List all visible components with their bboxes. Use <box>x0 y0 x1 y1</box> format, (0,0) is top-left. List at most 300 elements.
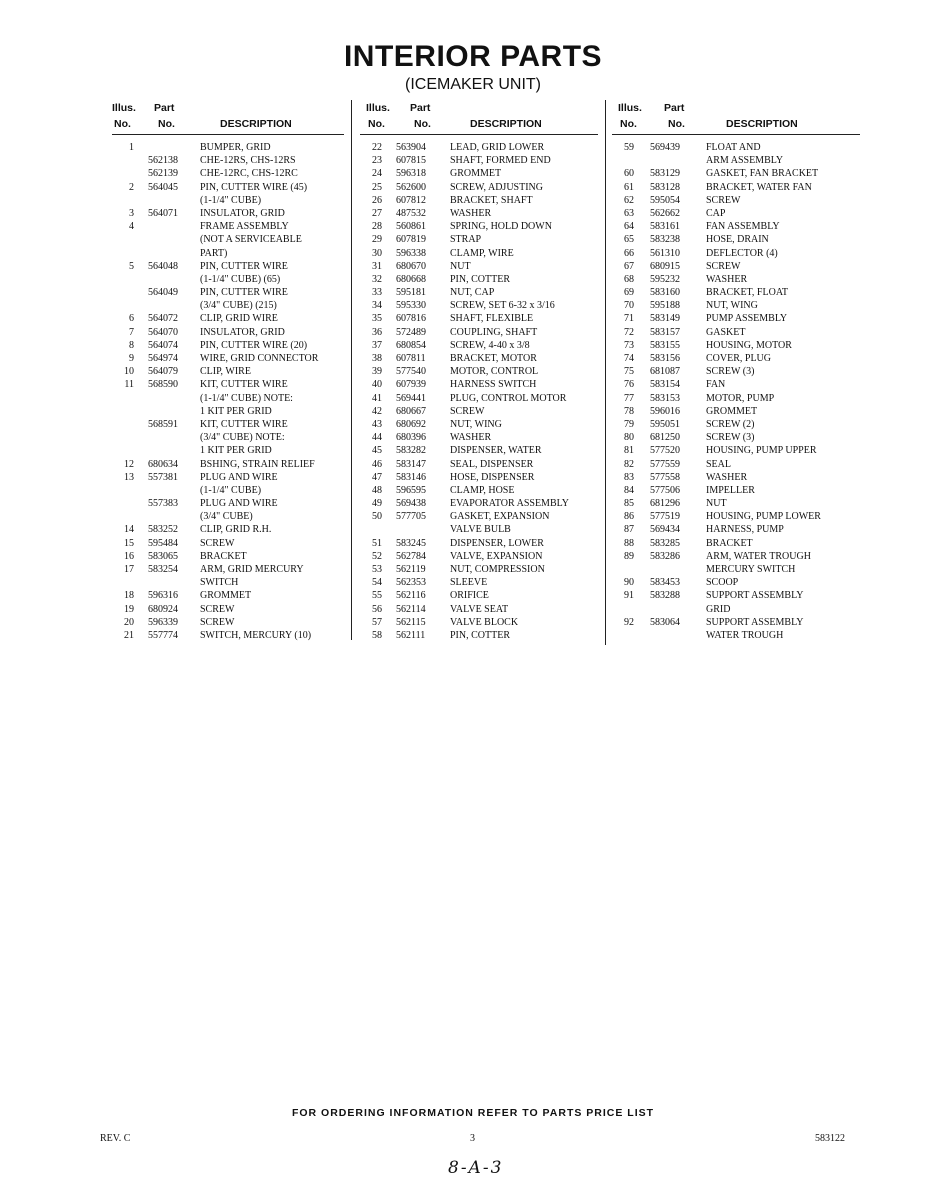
part-number: 596338 <box>396 247 426 259</box>
illus-number: 92 <box>624 616 634 628</box>
illus-number: 1 <box>129 142 134 153</box>
part-number: 562111 <box>396 629 426 641</box>
part-description: GASKET, FAN BRACKET <box>706 168 819 180</box>
illus-number: 9 <box>129 353 134 364</box>
part-number: 583157 <box>650 326 680 338</box>
part-description: ARM, WATER TROUGH <box>706 550 811 562</box>
part-number: 562116 <box>396 590 426 602</box>
illus-number: 76 <box>624 379 634 391</box>
illus-number: 11 <box>124 379 134 391</box>
table-row <box>112 220 344 233</box>
part-description: SCREW <box>200 616 235 628</box>
part-number: 583065 <box>148 550 178 562</box>
table-row <box>612 431 860 444</box>
part-description: STRAP <box>450 234 482 246</box>
part-description: HOSE, DRAIN <box>706 234 769 246</box>
part-number: 564048 <box>148 260 178 272</box>
table-row <box>360 207 598 220</box>
table-row <box>360 497 598 510</box>
illus-header: Illus. <box>366 102 390 114</box>
table-row <box>612 616 860 629</box>
part-description: GROMMET <box>450 168 502 180</box>
part-description: HARNESS SWITCH <box>450 379 537 391</box>
table-row <box>612 418 860 431</box>
illus-number: 48 <box>372 484 382 496</box>
part-number: 607816 <box>396 313 426 325</box>
part-description: CLIP, GRID R.H. <box>200 524 272 536</box>
part-description: PLUG AND WIRE <box>200 498 278 510</box>
part-description: SCOOP <box>706 577 739 589</box>
part-number: 568590 <box>148 379 178 391</box>
table-row <box>612 299 860 312</box>
table-row <box>112 141 344 154</box>
illus-number: 52 <box>372 550 382 562</box>
part-description: SEAL, DISPENSER <box>450 458 534 470</box>
page-subtitle: (ICEMAKER UNIT) <box>405 76 541 93</box>
table-row <box>360 141 598 154</box>
part-header: Part <box>664 102 685 114</box>
part-number: 583154 <box>650 379 680 391</box>
part-description: SHAFT, FORMED END <box>450 155 551 167</box>
part-number: 562119 <box>396 564 426 575</box>
part-description: NUT, COMPRESSION <box>450 564 545 575</box>
part-description: NUT <box>706 498 727 510</box>
table-row <box>112 629 344 642</box>
table-row <box>112 458 344 471</box>
part-number: 583064 <box>650 616 680 628</box>
table-row <box>112 471 344 484</box>
table-row <box>612 537 860 550</box>
table-row <box>612 589 860 602</box>
illus-number: 40 <box>372 379 382 391</box>
illus-number: 53 <box>372 564 382 575</box>
parts-column-2 <box>360 100 598 645</box>
table-row <box>112 312 344 325</box>
part-description: CLAMP, WIRE <box>450 247 514 259</box>
part-description: KIT, CUTTER WIRE <box>200 379 288 391</box>
illus-number: 54 <box>372 577 382 589</box>
part-number: 680668 <box>396 273 426 285</box>
table-row <box>612 167 860 180</box>
part-description: FAN <box>706 379 726 391</box>
illus-number: 64 <box>624 221 634 233</box>
part-description: EVAPORATOR ASSEMBLY <box>450 498 569 510</box>
part-number: 583282 <box>396 445 426 457</box>
page-title: INTERIOR PARTS <box>343 40 603 73</box>
part-number: 583155 <box>650 339 680 351</box>
part-number: 680692 <box>396 418 426 430</box>
table-row <box>360 154 598 167</box>
part-number: 583252 <box>148 524 178 536</box>
part-description: BRACKET <box>200 550 247 562</box>
part-description: WIRE, GRID CONNECTOR <box>200 353 319 364</box>
part-number: 487532 <box>396 207 426 219</box>
table-row <box>612 247 860 260</box>
part-description: SEAL <box>706 458 731 470</box>
part-description: SCREW (2) <box>706 418 755 430</box>
part-description: LEAD, GRID LOWER <box>450 142 545 153</box>
part-description: DEFLECTOR (4) <box>706 247 778 259</box>
illus-number: 72 <box>624 326 634 338</box>
table-row <box>612 154 860 167</box>
table-row <box>112 286 344 299</box>
table-row <box>360 563 598 576</box>
part-number: 595188 <box>650 300 680 312</box>
part-number: 577558 <box>650 471 680 483</box>
illus-number: 38 <box>372 353 382 364</box>
table-row <box>112 616 344 629</box>
illus-number: 83 <box>624 471 634 483</box>
part-number: 557383 <box>148 498 178 510</box>
illus-number: 91 <box>624 590 634 602</box>
part-description: DISPENSER, WATER <box>450 445 542 457</box>
column-header <box>360 100 598 135</box>
part-number: 583161 <box>650 221 680 233</box>
table-row <box>612 405 860 418</box>
illus-number: 55 <box>372 590 382 602</box>
part-number: 583149 <box>650 313 680 325</box>
illus-number: 36 <box>372 326 382 338</box>
part-description: SCREW <box>706 260 741 272</box>
table-row <box>112 299 344 312</box>
table-row <box>612 603 860 616</box>
table-row <box>112 550 344 563</box>
illus-no-header: No. <box>114 118 131 130</box>
part-number: 562662 <box>650 207 680 219</box>
part-description: BRACKET, SHAFT <box>450 194 533 206</box>
table-row <box>612 365 860 378</box>
table-row <box>360 576 598 589</box>
part-description: PIN, COTTER <box>450 629 510 641</box>
table-row <box>612 576 860 589</box>
part-description: WASHER <box>706 471 748 483</box>
illus-number: 69 <box>624 287 634 299</box>
table-row <box>360 629 598 642</box>
part-number: 607819 <box>396 234 426 246</box>
illus-number: 78 <box>624 405 634 417</box>
part-description: VALVE, EXPANSION <box>450 550 543 562</box>
column-divider <box>605 100 606 645</box>
table-row <box>112 260 344 273</box>
part-number: 563904 <box>396 142 426 153</box>
table-row <box>360 616 598 629</box>
part-number: 595181 <box>396 287 426 299</box>
part-number: 569441 <box>396 392 426 404</box>
part-description: (1-1/4" CUBE) (65) <box>200 273 281 285</box>
illus-number: 8 <box>129 339 134 351</box>
illus-no-header: No. <box>620 118 637 130</box>
part-number: 583286 <box>650 550 680 562</box>
part-description: SCREW, ADJUSTING <box>450 181 543 193</box>
part-number: 596016 <box>650 405 680 417</box>
illus-number: 17 <box>124 564 134 575</box>
table-row <box>612 326 860 339</box>
part-number: 557381 <box>148 471 178 483</box>
table-row <box>612 207 860 220</box>
part-description: (1-1/4" CUBE) NOTE: <box>200 392 293 404</box>
part-number: 577506 <box>650 484 680 496</box>
part-no-header: No. <box>158 118 175 130</box>
part-description: (3/4" CUBE) NOTE: <box>200 432 285 444</box>
table-row <box>112 233 344 246</box>
illus-number: 80 <box>624 432 634 444</box>
table-row <box>612 497 860 510</box>
part-description: SLEEVE <box>450 577 488 589</box>
part-description: HARNESS, PUMP <box>706 524 784 536</box>
table-row <box>112 273 344 286</box>
table-row <box>112 181 344 194</box>
illus-number: 65 <box>624 234 634 246</box>
illus-number: 5 <box>129 260 134 272</box>
table-row <box>612 378 860 391</box>
part-description: PIN, COTTER <box>450 273 510 285</box>
illus-number: 88 <box>624 537 634 549</box>
illus-number: 30 <box>372 247 382 259</box>
table-row <box>360 181 598 194</box>
part-description: NUT <box>450 260 471 272</box>
part-description: IMPELLER <box>706 484 755 496</box>
part-description: PIN, CUTTER WIRE <box>200 287 288 299</box>
part-number: 680667 <box>396 405 426 417</box>
part-description: SCREW <box>200 537 235 549</box>
part-description: CLAMP, HOSE <box>450 484 515 496</box>
illus-no-header: No. <box>368 118 385 130</box>
illus-number: 15 <box>124 537 134 549</box>
part-number: 583245 <box>396 537 426 549</box>
part-number: 560861 <box>396 221 426 233</box>
illus-number: 20 <box>124 616 134 628</box>
part-number: 607811 <box>396 353 426 364</box>
part-description: COUPLING, SHAFT <box>450 326 538 338</box>
table-row <box>112 154 344 167</box>
part-no-header: No. <box>668 118 685 130</box>
part-description: COVER, PLUG <box>706 353 772 364</box>
handwritten-reference: 8-A-3 <box>448 1158 504 1178</box>
table-row <box>112 339 344 352</box>
part-number: 595484 <box>148 537 178 549</box>
illus-number: 71 <box>624 313 634 325</box>
table-row <box>612 273 860 286</box>
part-description: SCREW (3) <box>706 432 755 444</box>
part-description: GASKET, EXPANSION <box>450 511 550 523</box>
part-description: HOSE, DISPENSER <box>450 471 535 483</box>
table-row <box>612 458 860 471</box>
part-number: 595054 <box>650 194 680 206</box>
illus-number: 6 <box>129 313 134 325</box>
illus-number: 18 <box>124 590 134 602</box>
part-description: GASKET <box>706 326 746 338</box>
part-description: PART) <box>200 247 228 259</box>
table-row <box>360 444 598 457</box>
illus-number: 87 <box>624 524 634 536</box>
part-header: Part <box>154 102 175 114</box>
part-description: 1 KIT PER GRID <box>200 445 272 457</box>
table-row <box>360 194 598 207</box>
illus-number: 58 <box>372 629 382 641</box>
illus-number: 3 <box>129 207 134 219</box>
table-row <box>612 444 860 457</box>
part-number: 680396 <box>396 432 426 444</box>
table-row <box>612 141 860 154</box>
part-description: NUT, WING <box>450 418 502 430</box>
part-description: FRAME ASSEMBLY <box>200 221 289 233</box>
part-description: WATER TROUGH <box>706 629 784 641</box>
illus-number: 24 <box>372 168 382 180</box>
illus-number: 41 <box>372 392 382 404</box>
table-row <box>112 589 344 602</box>
illus-number: 19 <box>124 603 134 615</box>
table-row <box>612 352 860 365</box>
part-number: 583128 <box>650 181 680 193</box>
illus-number: 79 <box>624 418 634 430</box>
part-number: 562784 <box>396 550 426 562</box>
part-description: BRACKET, FLOAT <box>706 287 789 299</box>
illus-number: 43 <box>372 418 382 430</box>
table-row <box>360 550 598 563</box>
illus-number: 26 <box>372 194 382 206</box>
illus-number: 12 <box>124 458 134 470</box>
description-header: DESCRIPTION <box>470 118 542 130</box>
part-description: NUT, CAP <box>450 287 495 299</box>
table-row <box>360 312 598 325</box>
part-number: 561310 <box>650 247 680 259</box>
illus-number: 22 <box>372 142 382 153</box>
part-description: CAP <box>706 207 726 219</box>
part-description: FLOAT AND <box>706 142 761 153</box>
table-row <box>112 431 344 444</box>
illus-number: 74 <box>624 353 634 364</box>
table-row <box>612 260 860 273</box>
table-row <box>612 484 860 497</box>
illus-number: 70 <box>624 300 634 312</box>
illus-number: 86 <box>624 511 634 523</box>
part-description: GROMMET <box>706 405 758 417</box>
part-description: HOUSING, MOTOR <box>706 339 792 351</box>
illus-number: 68 <box>624 273 634 285</box>
illus-number: 73 <box>624 339 634 351</box>
illus-number: 85 <box>624 498 634 510</box>
table-row <box>360 273 598 286</box>
illus-number: 84 <box>624 484 634 496</box>
illus-number: 4 <box>129 221 134 233</box>
part-description: BRACKET <box>706 537 753 549</box>
table-row <box>612 471 860 484</box>
illus-number: 47 <box>372 471 382 483</box>
part-description: (NOT A SERVICEABLE <box>200 234 302 246</box>
part-no-header: No. <box>414 118 431 130</box>
table-row <box>112 405 344 418</box>
illus-number: 49 <box>372 498 382 510</box>
table-row <box>360 392 598 405</box>
column-divider <box>351 100 352 640</box>
part-description: MOTOR, PUMP <box>706 392 775 404</box>
illus-number: 46 <box>372 458 382 470</box>
part-description: SCREW (3) <box>706 366 755 378</box>
part-number: 564974 <box>148 353 178 364</box>
part-description: SHAFT, FLEXIBLE <box>450 313 534 325</box>
illus-number: 28 <box>372 221 382 233</box>
parts-column-3 <box>612 100 860 645</box>
part-description: MOTOR, CONTROL <box>450 366 539 378</box>
table-row <box>360 260 598 273</box>
part-description: MERCURY SWITCH <box>706 564 796 575</box>
part-number: 572489 <box>396 326 426 338</box>
part-description: CHE-12RC, CHS-12RC <box>200 168 298 180</box>
table-row <box>112 352 344 365</box>
illus-number: 75 <box>624 366 634 378</box>
table-row <box>112 194 344 207</box>
table-row <box>112 365 344 378</box>
part-description: VALVE BLOCK <box>450 616 519 628</box>
table-row <box>112 326 344 339</box>
part-number: 595051 <box>650 418 680 430</box>
part-number: 562114 <box>396 603 426 615</box>
part-description: WASHER <box>450 432 492 444</box>
illus-number: 21 <box>124 629 134 641</box>
part-number: 577559 <box>650 458 680 470</box>
part-description: BSHING, STRAIN RELIEF <box>200 458 315 470</box>
table-row <box>112 510 344 523</box>
illus-number: 37 <box>372 339 382 351</box>
illus-number: 27 <box>372 207 382 219</box>
part-description: BRACKET, MOTOR <box>450 353 537 364</box>
illus-number: 77 <box>624 392 634 404</box>
table-row <box>612 312 860 325</box>
part-number: 564071 <box>148 207 178 219</box>
table-row <box>360 299 598 312</box>
part-number: 680924 <box>148 603 178 615</box>
table-row <box>112 207 344 220</box>
part-description: ARM, GRID MERCURY <box>200 564 304 575</box>
part-number: 564070 <box>148 326 178 338</box>
part-description: HOUSING, PUMP LOWER <box>706 511 821 523</box>
page-number: 3 <box>470 1133 475 1144</box>
table-row <box>612 181 860 194</box>
part-number: 680670 <box>396 260 426 272</box>
part-number: 577705 <box>396 511 426 523</box>
illus-number: 81 <box>624 445 634 457</box>
document-number: 583122 <box>815 1133 845 1144</box>
illus-number: 14 <box>124 524 134 536</box>
part-description: FAN ASSEMBLY <box>706 221 780 233</box>
illus-number: 62 <box>624 194 634 206</box>
part-number: 680634 <box>148 458 178 470</box>
part-description: SPRING, HOLD DOWN <box>450 221 552 233</box>
table-row <box>612 339 860 352</box>
table-row <box>112 603 344 616</box>
part-number: 569438 <box>396 498 426 510</box>
part-description: NUT, WING <box>706 300 758 312</box>
illus-number: 33 <box>372 287 382 299</box>
part-description: PUMP ASSEMBLY <box>706 313 788 325</box>
illus-number: 45 <box>372 445 382 457</box>
part-number: 577540 <box>396 366 426 378</box>
part-number: 562138 <box>148 155 178 167</box>
part-description: VALVE BULB <box>450 524 511 536</box>
table-row <box>112 563 344 576</box>
part-number: 607815 <box>396 155 426 167</box>
illus-number: 89 <box>624 550 634 562</box>
part-number: 562139 <box>148 168 178 180</box>
table-row <box>360 589 598 602</box>
part-number: 564045 <box>148 181 178 193</box>
table-row <box>360 326 598 339</box>
part-description: GROMMET <box>200 590 252 602</box>
part-number: 680915 <box>650 260 680 272</box>
part-number: 595232 <box>650 273 680 285</box>
part-description: SCREW, SET 6-32 x 3/16 <box>450 300 555 312</box>
part-number: 564072 <box>148 313 178 325</box>
